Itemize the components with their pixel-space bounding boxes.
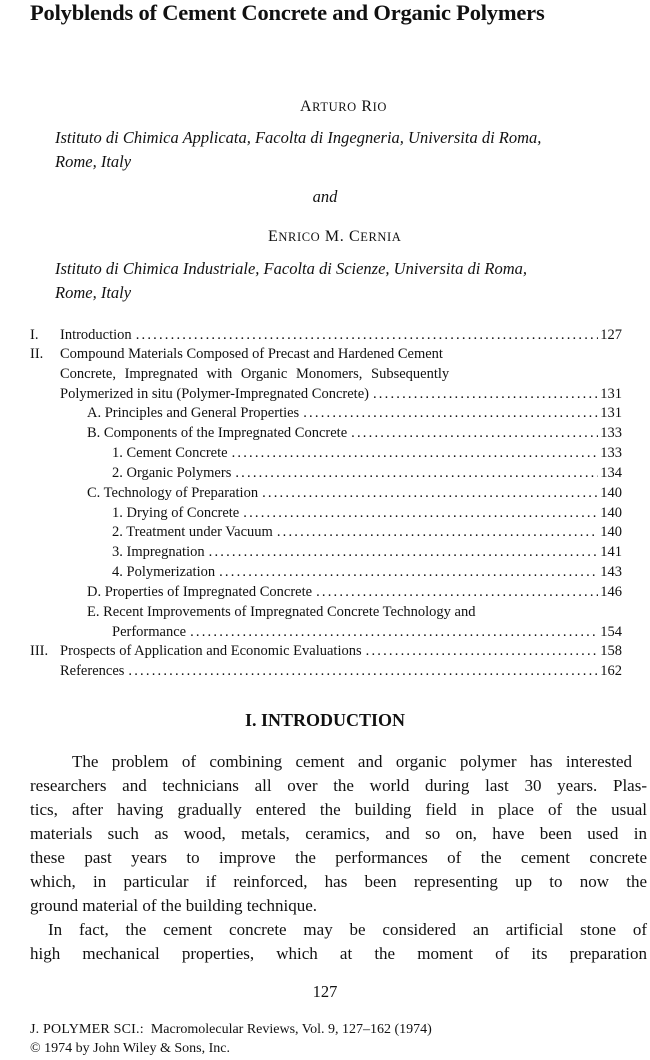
page-number: 127 [312, 982, 338, 1001]
toc-page: 133 [600, 425, 622, 441]
toc-title: Concrete, Impregnated with Organic Monomers, Subsequently [60, 366, 450, 382]
toc-title: A. Principles and General Properties [87, 405, 300, 421]
toc-row [30, 562, 622, 582]
toc-row [30, 622, 622, 642]
toc-leader [243, 503, 598, 523]
toc-page: 131 [600, 405, 622, 421]
toc-leader [262, 483, 598, 503]
toc-leader [232, 443, 599, 463]
toc-page: 140 [600, 485, 622, 501]
text-line: The problem of combining cement and organic polymer has interested [72, 752, 632, 771]
author-name: ENRICO M. CERNIA [268, 228, 402, 245]
toc-row [30, 522, 622, 542]
toc-title: 1. Cement Concrete [112, 445, 228, 461]
toc-page: 154 [600, 624, 622, 640]
author-conjunction: and [312, 187, 338, 206]
copyright-notice: © 1974 by John Wiley & Sons, Inc. [30, 1041, 230, 1056]
toc-title: 3. Impregnation [112, 544, 205, 560]
author-affiliation-line: Rome, Italy [55, 152, 132, 171]
toc-page: 143 [600, 564, 622, 580]
toc-leader [235, 463, 598, 483]
author-affiliation-line: Istituto di Chimica Applicata, Facolta di Ingegneria, Universita di Roma, [55, 128, 542, 147]
body-paragraph [30, 918, 647, 966]
toc-title: C. Technology of Preparation [87, 485, 259, 501]
toc-row [30, 344, 622, 364]
toc-row [30, 602, 622, 622]
text-line: high mechanical properties, which at the moment of its preparation [30, 944, 647, 963]
toc-leader [128, 661, 598, 681]
toc-leader [277, 522, 598, 542]
toc-title: Polymerized in situ (Polymer-Impregnated Concrete) [60, 386, 369, 402]
toc-page: 127 [600, 327, 622, 343]
toc-page: 140 [600, 524, 622, 540]
toc-title: Introduction [60, 327, 132, 343]
toc-page: 162 [600, 663, 622, 679]
toc-page: 131 [600, 386, 622, 402]
toc-title: D. Properties of Impregnated Concrete [87, 584, 313, 600]
author-affiliation-line: Istituto di Chimica Industriale, Facolta di Scienze, Universita di Roma, [55, 259, 528, 278]
author-affiliation-line: Rome, Italy [55, 283, 132, 302]
toc-number: I. [30, 327, 39, 343]
toc-leader [303, 403, 598, 423]
text-line: researchers and technicians all over the world during last 30 years. Plas- [30, 776, 647, 795]
toc-leader [209, 542, 599, 562]
toc-row [30, 503, 622, 523]
toc-row [30, 384, 622, 404]
toc-row [30, 641, 622, 661]
text-line: these past years to improve the performances of the cement concrete [30, 848, 647, 867]
toc-page: 134 [600, 465, 622, 481]
toc-number: II. [30, 346, 44, 362]
toc-title: Performance [112, 624, 187, 640]
toc-row [30, 423, 622, 443]
text-line: which, in particular if reinforced, has been representing up to now the [30, 872, 647, 891]
toc-leader [136, 325, 599, 345]
toc-leader [351, 423, 598, 443]
toc-title: Prospects of Application and Economic Evaluations [60, 643, 362, 659]
toc-page: 140 [600, 505, 622, 521]
toc-title: 2. Organic Polymers [112, 465, 232, 481]
body-paragraph [30, 750, 647, 918]
toc-title: B. Components of the Impregnated Concrete [87, 425, 348, 441]
toc-row [30, 325, 622, 345]
toc-row [30, 443, 622, 463]
toc-row [30, 403, 622, 423]
toc-page: 141 [600, 544, 622, 560]
toc-row [30, 463, 622, 483]
toc-title: 2. Treatment under Vacuum [112, 524, 273, 540]
section-heading: I. INTRODUCTION [244, 710, 406, 730]
journal-citation: J. POLYMER SCI.: Macromolecular Reviews, Vol. 9, 127–162 (1974) [30, 1022, 432, 1037]
toc-leader [219, 562, 598, 582]
toc-row [30, 582, 622, 602]
author-name: ARTURO RIO [300, 98, 388, 115]
toc-row [30, 364, 622, 384]
toc-page: 133 [600, 445, 622, 461]
text-line: In fact, the cement concrete may be considered an artificial stone of [48, 920, 647, 939]
toc-leader [316, 582, 598, 602]
toc-title: E. Recent Improvements of Impregnated Concrete Technology and [87, 604, 476, 620]
toc-leader [190, 622, 598, 642]
toc-row [30, 542, 622, 562]
text-line: ground material of the building technique. [30, 896, 318, 915]
article-title: Polyblends of Cement Concrete and Organic Polymers [30, 0, 545, 25]
toc-title: 4. Polymerization [112, 564, 216, 580]
toc-leader [366, 641, 599, 661]
text-line: tics, after having gradually entered the building field in place of the usual [30, 800, 647, 819]
text-line: materials such as wood, metals, ceramics, and so on, have been used in [30, 824, 647, 843]
toc-number: III. [30, 643, 49, 659]
toc-title: Compound Materials Composed of Precast and Hardened Cement [60, 346, 443, 362]
toc-page: 146 [600, 584, 622, 600]
toc-title: 1. Drying of Concrete [112, 505, 240, 521]
toc-page: 158 [600, 643, 622, 659]
toc-row [30, 661, 622, 681]
toc-title: References [60, 663, 125, 679]
toc-leader [373, 384, 598, 404]
toc-row [30, 483, 622, 503]
